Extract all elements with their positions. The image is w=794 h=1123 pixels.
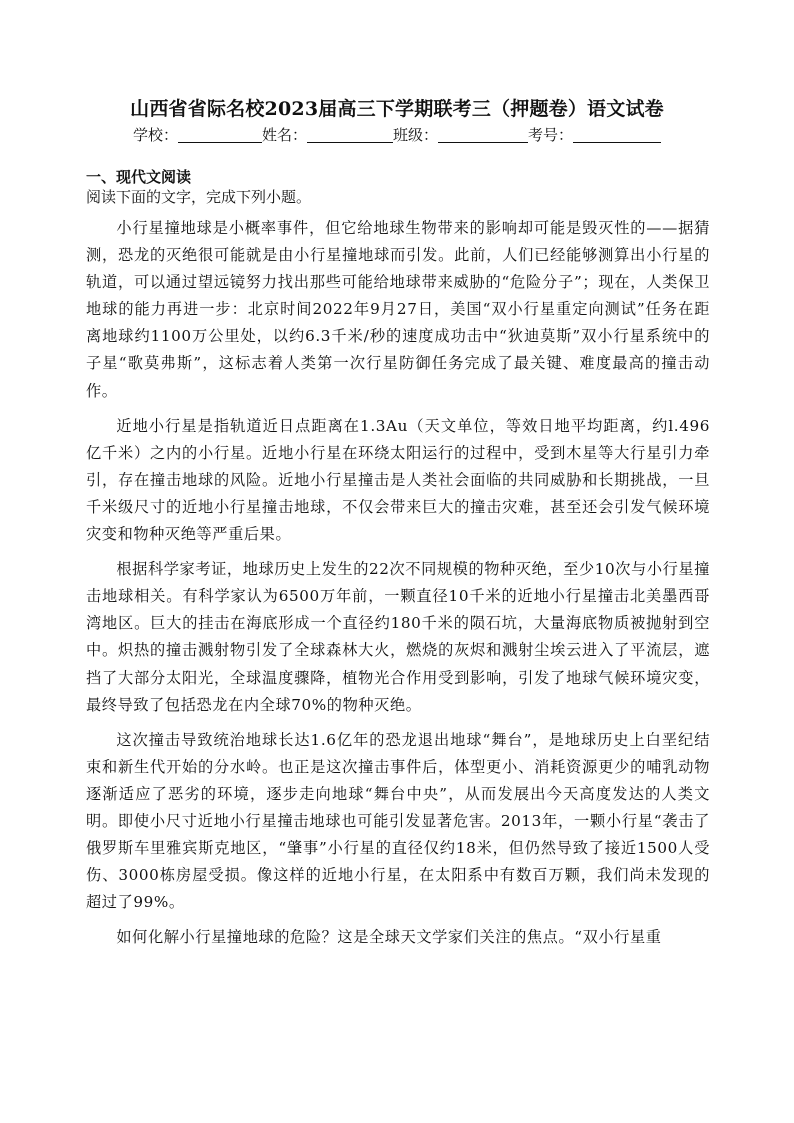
name-label: 姓名： (261, 126, 307, 144)
passage-paragraph: 根据科学家考证，地球历史上发生的22次不同规模的物种灭绝，至少10次与小行星撞击地球相关。有科学家认为6500万年前，一颗直径10千米的近地小行星撞击北美墨西哥湾地区。巨大的挂击在海底形成一个直径约180千米的陨石坑，大量海底物质被抛射到空中。炽热的撞击溅射物引发了全球森林大火，燃烧的灰烬和溅射尘埃云进入了平流层，遮挡了大部分太阳光，全球温度骤降，植物光合作用受到影响，引发了地球气候环境灾变，最终导致了包括恐龙在内全球70%的物种灭绝。 (86, 560, 711, 714)
document-title: 山西省省际名校2023届高三下学期联考三（押题卷）语文试卷 (130, 98, 664, 120)
passage-paragraph: 这次撞击导致统治地球长达1.6亿年的恐龙退出地球“舞台”，是地球历史上白垩纪结束和新生代开始的分水岭。也正是这次撞击事件后，体型更小、消耗资源更少的哺乳动物逐渐适应了恶劣的环境，逐步走向地球“舞台中央”，从而发展出今天高度发达的人类文明。即使小尺寸近地小行星撞击地球也可能引发显著危害。2013年，一颗小行星“袭击了俄罗斯车里雅宾斯克地区，“肇事”小行星的直径仅约18米，但仍然导致了接近1500人受伤、3000栋房屋受损。像这样的近地小行星，在太阳系中有数百万颗，我们尚未发现的超过了99%。 (86, 730, 710, 912)
reading-instruction: 阅读下面的文字，完成下列小题。 (86, 188, 312, 206)
school-label: 学校： (132, 126, 178, 144)
reading-passage (86, 215, 710, 959)
passage-paragraph: 如何化解小行星撞地球的危险？这是全球天文学家们关注的焦点。“双小行星重 (116, 928, 662, 947)
passage-paragraph: 近地小行星是指轨道近日点距离在1.3Au（天文单位，等效日地平均距离，约l.496亿千米）之内的小行星。近地小行星在环绕太阳运行的过程中，受到木星等大行星引力牵引，存在撞击地球的风险。近地小行星撞击是人类社会面临的共同威胁和长期挑战，一旦千米级尺寸的近地小行星撞击地球，不仅会带来巨大的撞击灾难，甚至还会引发气候环境灾变和物种灭绝等严重后果。 (86, 416, 710, 544)
exam-number-label: 考号： (528, 126, 574, 144)
name-blank[interactable] (307, 126, 393, 143)
passage-paragraph: 小行星撞地球是小概率事件，但它给地球生物带来的影响却可能是毁灭性的——据猜测，恐龙的灭绝很可能就是由小行星撞地球而引发。此前，人们已经能够测算出小行星的轨道，可以通过望远镜努力找出那些可能给地球带来威胁的“危险分子”；现在，人类保卫地球的能力再进一步：北京时间2022年9月27日，美国“双小行星重定向测试”任务在距离地球约1100万公里处，以约6.3千米/秒的速度成功击中“狄迪莫斯”双小行星系统中的子星“歌莫弗斯”，这标志着人类第一次行星防御任务完成了最关键、难度最高的撞击动作。 (86, 219, 710, 400)
exam-number-blank[interactable] (573, 126, 661, 143)
class-blank[interactable] (438, 126, 528, 143)
student-info-line (0, 124, 794, 145)
class-label: 班级： (393, 126, 439, 144)
school-blank[interactable] (178, 126, 262, 143)
section-heading: 一、现代文阅读 (86, 168, 192, 186)
